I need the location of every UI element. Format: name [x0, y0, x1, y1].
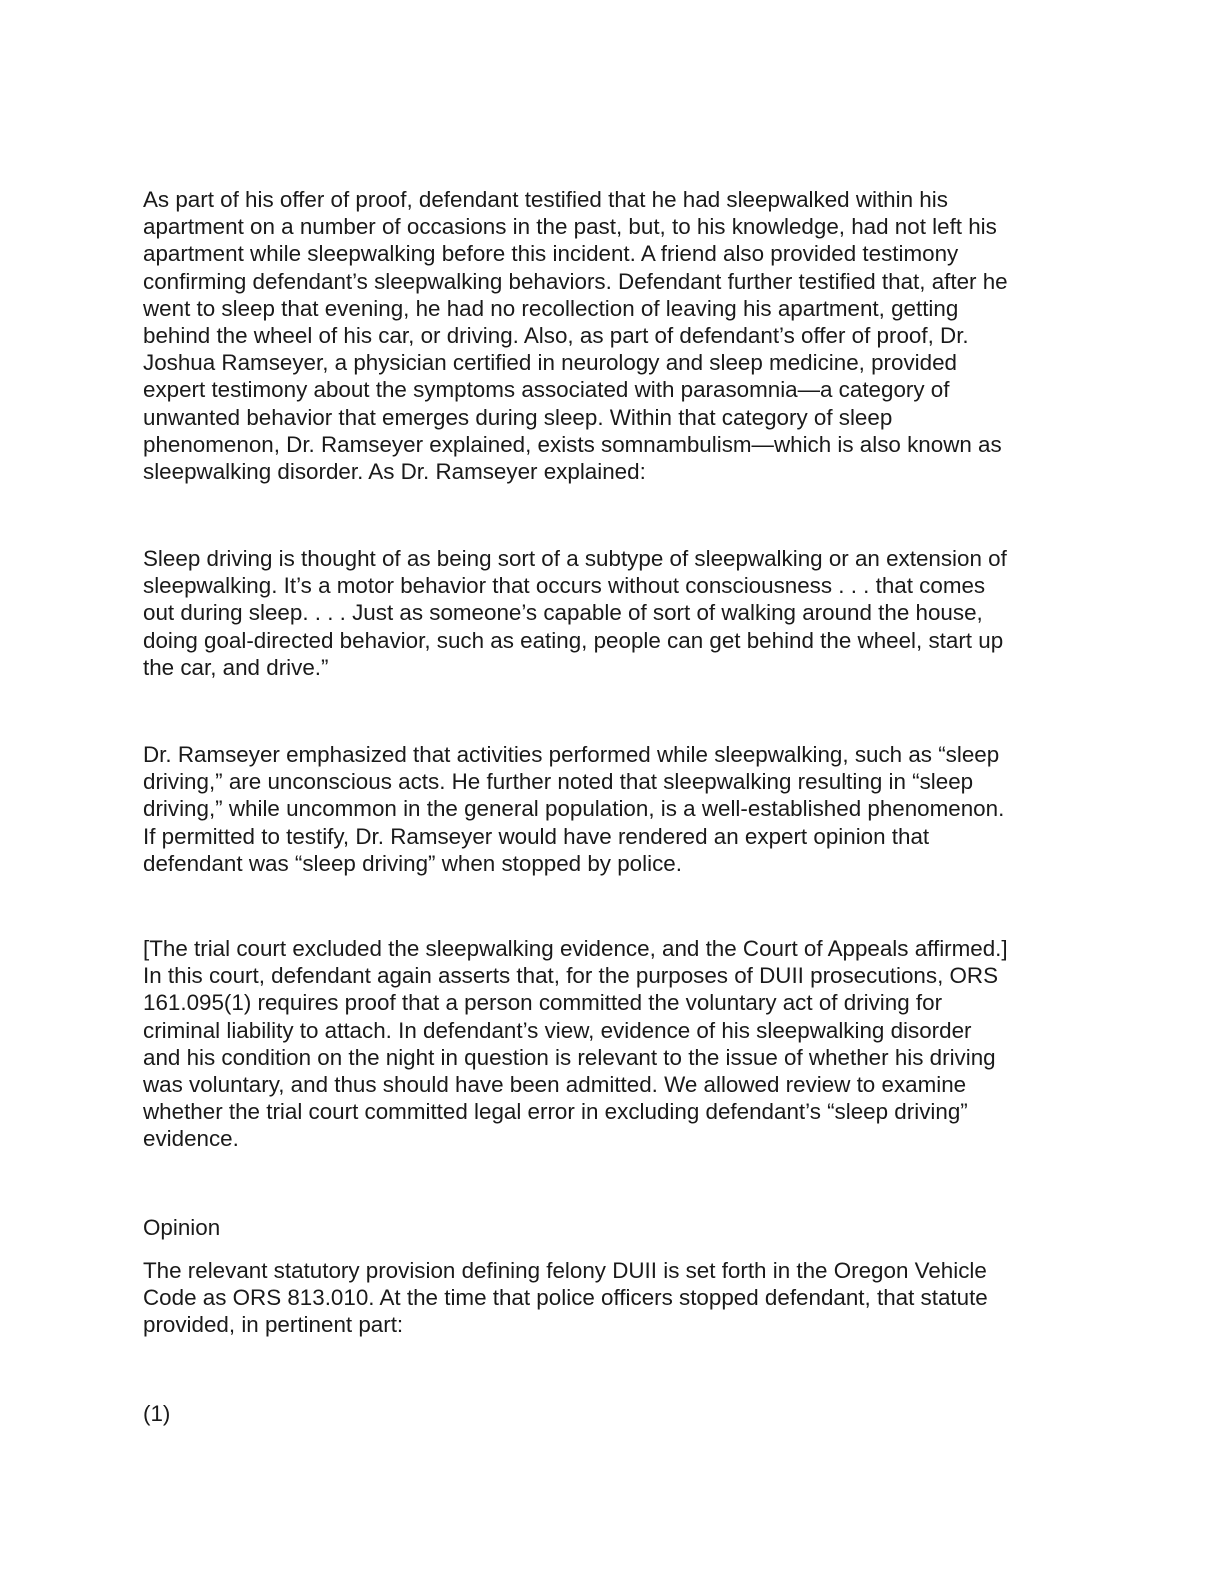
paragraph-expert-opinion: [143, 741, 1068, 877]
text-line: was voluntary, and thus should have been admitted. We allowed review to examine: [143, 1072, 967, 1098]
text-line: the car, and drive.”: [143, 654, 329, 680]
text-line: criminal liability to attach. In defendant’s view, evidence of his sleepwalking disorder: [143, 1017, 972, 1043]
list-marker: [143, 1400, 1068, 1427]
text-line: behind the wheel of his car, or driving. Also, as part of defendant’s offer of proof, Dr.: [143, 323, 969, 349]
paragraph-quote-sleep-driving: [143, 545, 1068, 681]
text-line: driving,” are unconscious acts. He further noted that sleepwalking resulting in “sleep: [143, 769, 974, 795]
text-line: 161.095(1) requires proof that a person committed the voluntary act of driving for: [143, 990, 943, 1016]
paragraph-procedural-history: [143, 935, 1068, 1153]
text-line: As part of his offer of proof, defendant testified that he had sleepwalked within his: [143, 187, 948, 212]
text-line: Dr. Ramseyer emphasized that activities performed while sleepwalking, such as “sleep: [143, 742, 1000, 767]
text-line: whether the trial court committed legal error in excluding defendant’s “sleep driving”: [143, 1099, 968, 1125]
text-line: out during sleep. . . . Just as someone’s capable of sort of walking around the house,: [143, 600, 983, 626]
text-line: unwanted behavior that emerges during sleep. Within that category of sleep: [143, 404, 893, 430]
text-line: and his condition on the night in question is relevant to the issue of whether his driving: [143, 1044, 996, 1070]
text-line: [The trial court excluded the sleepwalking evidence, and the Court of Appeals affirmed.]: [143, 936, 1008, 961]
text-line: apartment on a number of occasions in the past, but, to his knowledge, had not left his: [143, 214, 997, 240]
paragraph-offer-of-proof: [143, 186, 1068, 485]
text-line: evidence.: [143, 1126, 239, 1152]
list-marker-text: (1): [143, 1401, 171, 1426]
heading-text: Opinion: [143, 1215, 221, 1240]
text-line: If permitted to testify, Dr. Ramseyer would have rendered an expert opinion that: [143, 823, 930, 849]
text-line: sleepwalking disorder. As Dr. Ramseyer explained:: [143, 459, 646, 485]
text-line: Sleep driving is thought of as being sort of a subtype of sleepwalking or an extension of: [143, 546, 1007, 571]
section-heading: [143, 1214, 1068, 1241]
paragraph-opinion: [143, 1257, 1068, 1339]
text-line: sleepwalking. It’s a motor behavior that occurs without consciousness . . . that comes: [143, 573, 986, 599]
text-line: Joshua Ramseyer, a physician certified in neurology and sleep medicine, provided: [143, 350, 957, 376]
text-line: provided, in pertinent part:: [143, 1312, 404, 1338]
text-line: apartment while sleepwalking before this incident. A friend also provided testimony: [143, 241, 959, 267]
text-line: phenomenon, Dr. Ramseyer explained, exists somnambulism—which is also known as: [143, 431, 1002, 457]
text-line: driving,” while uncommon in the general population, is a well-established phenomenon.: [143, 796, 1005, 822]
text-line: Code as ORS 813.010. At the time that police officers stopped defendant, that statute: [143, 1285, 988, 1311]
text-line: defendant was “sleep driving” when stopped by police.: [143, 850, 682, 876]
text-line: doing goal-directed behavior, such as eating, people can get behind the wheel, start up: [143, 627, 1004, 653]
text-line: expert testimony about the symptoms associated with parasomnia—a category of: [143, 377, 950, 403]
text-line: In this court, defendant again asserts that, for the purposes of DUII prosecutions, ORS: [143, 963, 999, 989]
text-line: went to sleep that evening, he had no recollection of leaving his apartment, getting: [143, 295, 959, 321]
text-line: The relevant statutory provision defining felony DUII is set forth in the Oregon Vehicle: [143, 1258, 987, 1283]
text-line: confirming defendant’s sleepwalking behaviors. Defendant further testified that, after he: [143, 268, 1008, 294]
